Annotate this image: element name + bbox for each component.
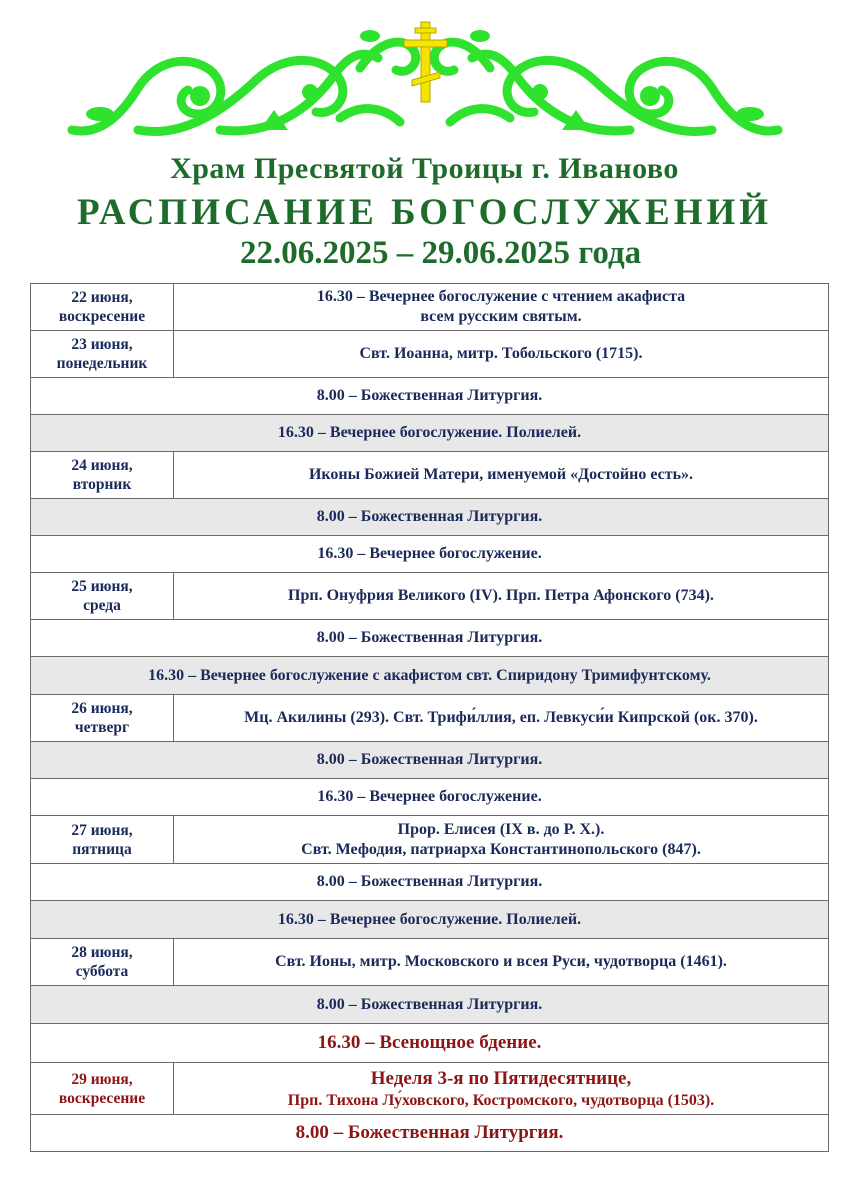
table-row [31, 657, 829, 695]
service-cell: 8.00 – Божественная Литургия. [31, 742, 829, 779]
service-cell: 16.30 – Вечернее богослужение с акафистом свт. Спиридону Тримифунтскому. [31, 657, 829, 695]
weekday-label: воскресение [58, 308, 146, 325]
service-line: Неделя 3-я по Пятидесятнице, [370, 1067, 632, 1089]
table-row [31, 742, 829, 779]
table-row [31, 1024, 829, 1063]
table-row [31, 452, 829, 499]
table-row [31, 939, 829, 986]
service-cell: 8.00 – Божественная Литургия. [31, 864, 829, 901]
service-cell: Свт. Иоанна, митр. Тобольского (1715). [174, 331, 829, 378]
schedule-table [30, 283, 829, 1152]
table-row [31, 284, 829, 331]
weekday-label: пятница [72, 840, 132, 858]
table-row [31, 816, 829, 864]
table-row [31, 415, 829, 452]
date-label: 25 июня, [71, 578, 133, 595]
date-label: 24 июня, [71, 457, 133, 474]
service-cell: 8.00 – Божественная Литургия. [31, 620, 829, 657]
date-cell [31, 695, 174, 742]
service-cell: 8.00 – Божественная Литургия. [31, 499, 829, 536]
weekday-label: среда [83, 597, 121, 614]
document-title: РАСПИСАНИЕ БОГОСЛУЖЕНИЙ [76, 192, 773, 233]
table-row [31, 331, 829, 378]
date-label: 28 июня, [71, 944, 133, 961]
date-cell [31, 1063, 174, 1115]
service-cell [174, 1063, 829, 1115]
service-cell [174, 284, 829, 331]
floral-ornament [60, 18, 790, 148]
weekday-label: суббота [75, 963, 129, 980]
date-cell [31, 816, 174, 864]
weekday-label: воскресение [58, 1089, 146, 1107]
table-row [31, 536, 829, 573]
date-label: 23 июня, [71, 336, 133, 353]
service-line: Свт. Мефодия, патриарха Константинопольского (847). [301, 840, 701, 858]
table-row [31, 1115, 829, 1152]
table-row [31, 1063, 829, 1115]
service-cell: 8.00 – Божественная Литургия. [31, 1115, 829, 1152]
service-cell: Мц. Акилины (293). Свт. Трифи́ллия, еп. Левкуси́и Кипрской (ок. 370). [174, 695, 829, 742]
table-row [31, 573, 829, 620]
service-cell: Иконы Божией Матери, именуемой «Достойно есть». [174, 452, 829, 499]
table-row [31, 901, 829, 939]
date-label: 29 июня, [71, 1070, 133, 1088]
service-cell: 16.30 – Вечернее богослужение. [31, 536, 829, 573]
table-row [31, 499, 829, 536]
date-label: 27 июня, [71, 821, 133, 839]
church-name: Храм Пресвятой Троицы г. Иваново [170, 152, 679, 185]
service-cell: Свт. Ионы, митр. Московского и всея Руси, чудотворца (1461). [174, 939, 829, 986]
date-label: 22 июня, [71, 289, 133, 306]
weekday-label: четверг [74, 719, 130, 736]
table-row [31, 620, 829, 657]
weekday-label: вторник [72, 476, 132, 493]
date-label: 26 июня, [71, 700, 133, 717]
service-cell: Прп. Онуфрия Великого (IV). Прп. Петра Афонского (734). [174, 573, 829, 620]
service-cell: 8.00 – Божественная Литургия. [31, 986, 829, 1024]
date-cell [31, 331, 174, 378]
service-line: Прор. Елисея (IX в. до Р. Х.). [397, 820, 605, 838]
table-row [31, 378, 829, 415]
service-cell: 16.30 – Вечернее богослужение. Полиелей. [31, 901, 829, 939]
date-cell [31, 452, 174, 499]
date-cell [31, 573, 174, 620]
table-row [31, 864, 829, 901]
date-range: 22.06.2025 – 29.06.2025 года [240, 235, 642, 271]
service-cell: 16.30 – Вечернее богослужение. Полиелей. [31, 415, 829, 452]
table-row [31, 986, 829, 1024]
date-cell [31, 284, 174, 331]
date-cell [31, 939, 174, 986]
service-cell: 16.30 – Вечернее богослужение. [31, 779, 829, 816]
service-cell: 8.00 – Божественная Литургия. [31, 378, 829, 415]
service-line: 16.30 – Вечернее богослужение с чтением акафиста [316, 288, 686, 305]
service-cell: 16.30 – Всенощное бдение. [31, 1024, 829, 1063]
service-line: всем русским святым. [420, 308, 582, 325]
weekday-label: понедельник [56, 355, 148, 372]
service-cell [174, 816, 829, 864]
service-line: Прп. Тихона Лу́ховского, Костромского, чудотворца (1503). [287, 1091, 715, 1109]
table-row [31, 695, 829, 742]
table-row [31, 779, 829, 816]
